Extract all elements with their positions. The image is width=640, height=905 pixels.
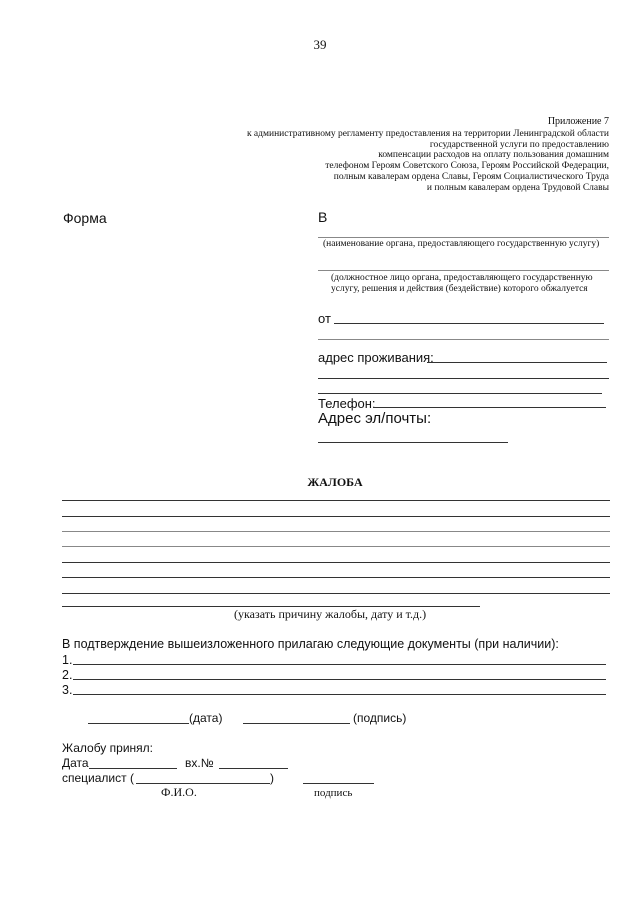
specialist-label: специалист ( (62, 771, 134, 785)
attachment-field[interactable] (73, 679, 606, 680)
complaint-line[interactable] (62, 531, 610, 532)
organ-caption: (наименование органа, предоставляющего государственную услугу) (323, 239, 600, 249)
reason-caption: (указать причину жалобы, дату и т.д.) (234, 607, 427, 621)
incoming-number-label: вх.№ (185, 756, 214, 770)
date-label: (дата) (189, 711, 223, 725)
received-date-label: Дата (62, 756, 89, 770)
official-caption-line2: услугу, решения и действия (бездействие) которого обжалуется (331, 284, 588, 294)
annex-line: полным кавалерам ордена Славы, Героям Социалистического Труда (333, 171, 609, 182)
date-field[interactable] (88, 723, 189, 724)
address-field-extra-1[interactable] (318, 378, 609, 379)
signature-caption: подпись (314, 787, 353, 799)
annex-line: государственной услуги по предоставлению (429, 139, 609, 150)
fio-caption: Ф.И.О. (161, 785, 197, 799)
annex-line: к административному регламенту предоставления на территории Ленинградской области (246, 128, 609, 139)
annex-title: Приложение 7 (547, 116, 609, 127)
official-caption-line1: (должностное лицо органа, предоставляющего государственную (331, 273, 593, 283)
attachments-intro: В подтверждение вышеизложенного прилагаю следующие документы (при наличии): (62, 637, 559, 651)
received-date-field[interactable] (89, 768, 177, 769)
phone-field[interactable] (373, 407, 606, 408)
page-number: 39 (313, 37, 327, 52)
annex-block (247, 117, 609, 194)
official-line[interactable] (318, 270, 609, 271)
specialist-name-field[interactable] (136, 783, 270, 784)
complaint-line[interactable] (62, 593, 610, 594)
email-field[interactable] (318, 442, 508, 443)
attachment-number: 3. (62, 683, 73, 697)
attachment-number: 1. (62, 653, 73, 667)
email-label: Адрес эл/почты: (318, 410, 432, 427)
form-label: Форма (63, 210, 107, 226)
attachment-field[interactable] (73, 664, 606, 665)
address-field[interactable] (427, 362, 607, 363)
signature-label: (подпись) (353, 711, 407, 725)
from-label: от (318, 311, 331, 326)
addressee-to-prefix: В (318, 209, 328, 225)
complaint-line[interactable] (62, 546, 610, 547)
complaint-line[interactable] (62, 577, 610, 578)
received-title: Жалобу принял: (62, 741, 153, 755)
attachment-number: 2. (62, 668, 73, 682)
complaint-title: ЖАЛОБА (307, 475, 363, 489)
complaint-line[interactable] (62, 562, 610, 563)
annex-line: телефоном Героям Советского Союза, Героям Российской Федерации, (325, 161, 609, 172)
incoming-number-field[interactable] (219, 768, 288, 769)
complaint-line[interactable] (62, 516, 610, 517)
address-label: адрес проживания: (318, 350, 434, 365)
attachment-field[interactable] (73, 694, 606, 695)
complaint-line[interactable] (62, 500, 610, 501)
phone-label: Телефон: (318, 396, 376, 411)
annex-line: и полным кавалерам ордена Трудовой Славы (426, 182, 609, 193)
from-field[interactable] (334, 323, 604, 324)
annex-line: компенсации расходов на оплату пользования домашним (378, 150, 609, 161)
signature-field[interactable] (243, 723, 350, 724)
specialist-signature-field[interactable] (303, 783, 374, 784)
specialist-close-paren: ) (270, 771, 274, 785)
from-field-extra[interactable] (318, 339, 609, 340)
organ-name-line[interactable] (318, 237, 609, 238)
address-field-extra-2[interactable] (318, 393, 602, 394)
